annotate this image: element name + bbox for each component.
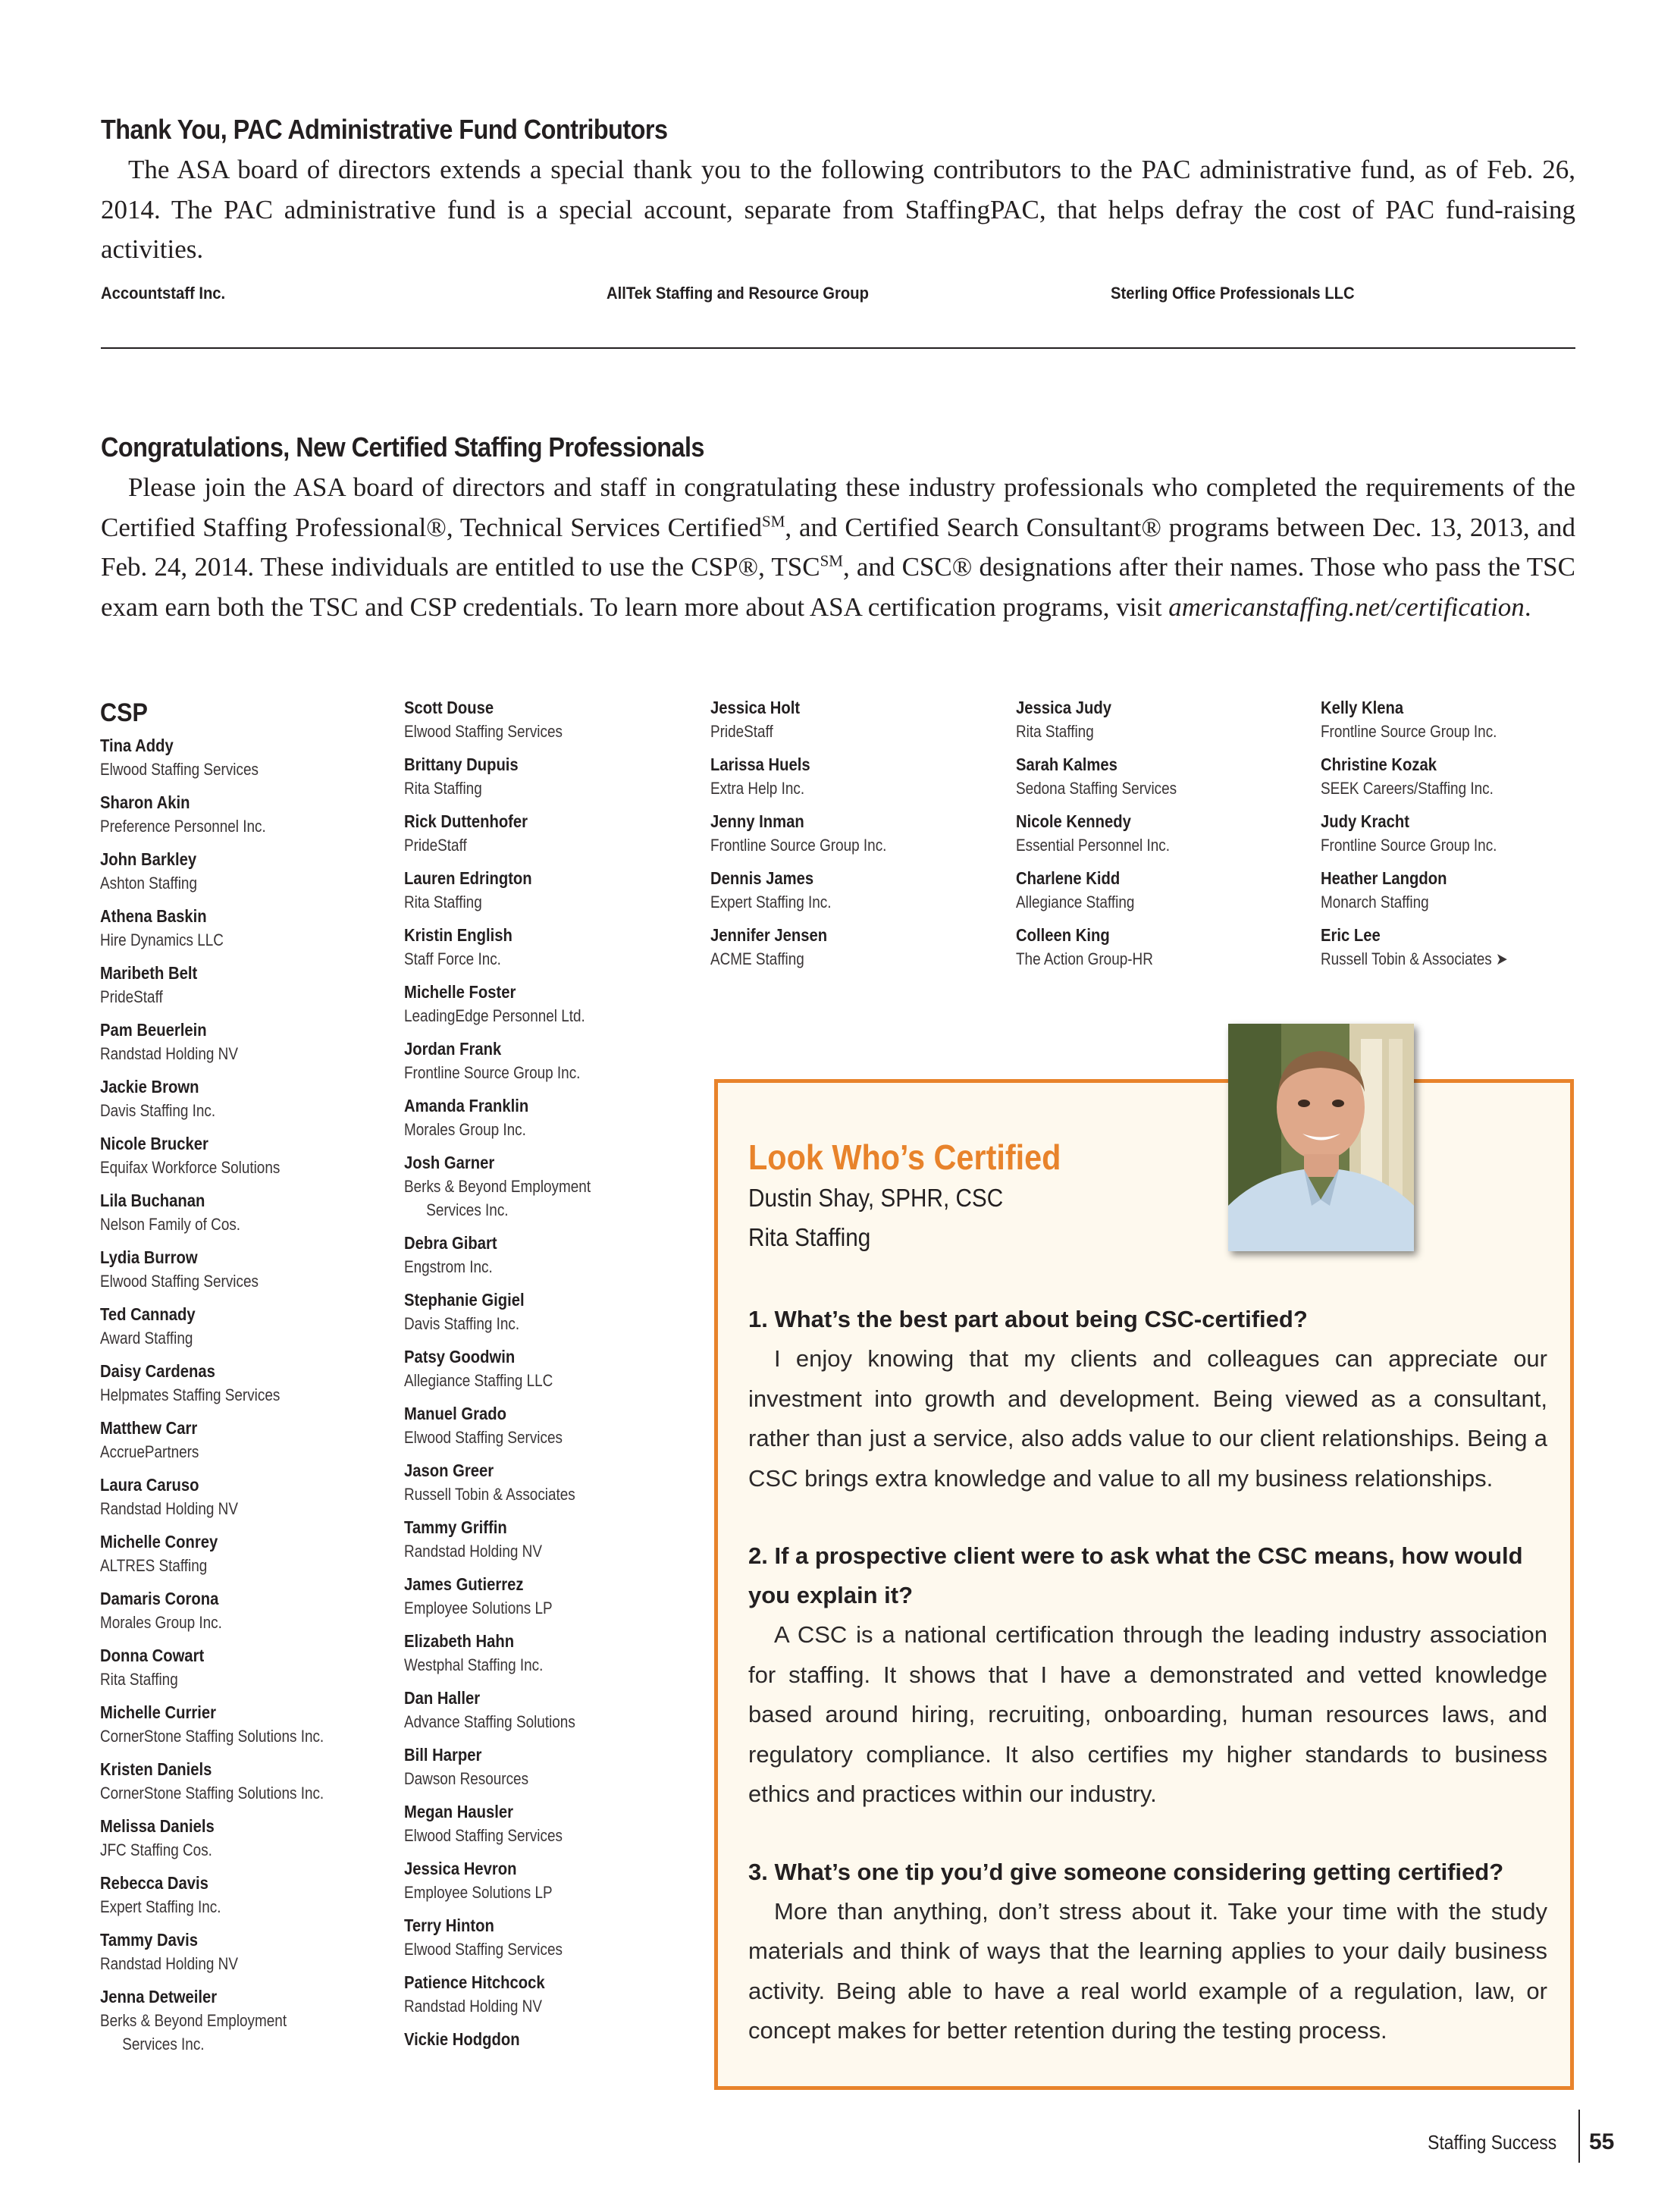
person-name: Damaris Corona xyxy=(100,1589,219,1608)
certified-person xyxy=(100,1758,343,1805)
certified-person xyxy=(404,1573,647,1620)
certified-person xyxy=(404,1743,647,1790)
person-company: LeadingEdge Personnel Ltd. xyxy=(404,1006,585,1025)
certified-person xyxy=(404,1914,647,1961)
certified-person xyxy=(100,791,343,838)
person-name: Amanda Franklin xyxy=(404,1096,529,1115)
person-name: Heather Langdon xyxy=(1321,868,1447,888)
service-mark: SM xyxy=(762,511,785,530)
person-company: Elwood Staffing Services xyxy=(404,1428,563,1447)
person-name: Kristin English xyxy=(404,925,513,945)
person-company: Employee Solutions LP xyxy=(404,1599,553,1617)
certified-person xyxy=(1321,753,1563,800)
look-whos-certified-box xyxy=(714,1079,1574,2090)
person-company: Randstad Holding NV xyxy=(404,1997,542,2016)
certified-person xyxy=(100,848,343,895)
certified-person xyxy=(100,1701,343,1748)
contributor-2: AllTek Staffing and Resource Group xyxy=(607,283,870,303)
certified-person xyxy=(100,1815,343,1862)
person-company: Employee Solutions LP xyxy=(404,1883,553,1902)
person-company-continued: Services Inc. xyxy=(426,1200,509,1219)
person-company: Award Staffing xyxy=(100,1329,193,1348)
certified-person xyxy=(100,1018,343,1065)
person-name: Pam Beuerlein xyxy=(100,1020,207,1040)
person-name: Nicole Brucker xyxy=(100,1134,208,1153)
person-company: Morales Group Inc. xyxy=(100,1613,222,1632)
certified-person xyxy=(404,1857,647,1904)
person-name: Tammy Davis xyxy=(100,1930,199,1950)
certified-person xyxy=(1016,753,1259,800)
person-company: Rita Staffing xyxy=(100,1670,178,1689)
answer-3: More than anything, don’t stress about it. Take your time with the study materials and think of ways that the learning applies to your daily business activity. Being able to have a real world example of a regulation, law, or concept makes for better retention during the testing process. xyxy=(748,1897,1547,2044)
csp-label: CSP xyxy=(100,698,148,727)
person-name: Jackie Brown xyxy=(100,1077,199,1097)
person-name: Elizabeth Hahn xyxy=(404,1631,515,1651)
person-name: Charlene Kidd xyxy=(1016,868,1121,888)
person-company: Rita Staffing xyxy=(404,779,482,798)
person-company: Rita Staffing xyxy=(748,1223,871,1251)
certified-person xyxy=(100,1587,343,1634)
person-company: JFC Staffing Cos. xyxy=(100,1840,212,1859)
continued-arrow-icon: ➤ xyxy=(1495,949,1508,968)
person-company: CornerStone Staffing Solutions Inc. xyxy=(100,1784,324,1803)
cert-heading: Congratulations, New Certified Staffing Professionals xyxy=(101,431,704,463)
certified-person xyxy=(404,1686,647,1734)
certified-person xyxy=(404,1459,647,1506)
publication-name: Staffing Success xyxy=(1428,2131,1557,2154)
person-company: Berks & Beyond Employment xyxy=(100,2011,287,2030)
contributor-3: Sterling Office Professionals LLC xyxy=(1111,283,1355,303)
certified-person xyxy=(710,867,953,914)
certified-person xyxy=(404,1037,647,1084)
certification-section xyxy=(101,431,1575,627)
person-company: Randstad Holding NV xyxy=(100,1044,238,1063)
certified-person xyxy=(100,1132,343,1179)
certified-person xyxy=(100,905,343,952)
certified-person xyxy=(100,1246,343,1293)
person-company: Staff Force Inc. xyxy=(404,949,501,968)
certified-person xyxy=(404,753,647,800)
person-name: Lydia Burrow xyxy=(100,1247,198,1267)
certified-person xyxy=(1321,810,1563,857)
certified-person xyxy=(100,1417,343,1464)
person-name: Kristen Daniels xyxy=(100,1759,212,1779)
csp-column-1 xyxy=(100,696,343,2066)
csp-column-5 xyxy=(1321,696,1563,980)
certified-person xyxy=(1321,696,1563,743)
person-company: Randstad Holding NV xyxy=(100,1499,238,1518)
person-name: Lauren Edrington xyxy=(404,868,532,888)
person-name: Donna Cowart xyxy=(100,1646,205,1665)
person-company: Essential Personnel Inc. xyxy=(1016,836,1170,855)
certified-person xyxy=(1016,867,1259,914)
person-company: Russell Tobin & Associates xyxy=(404,1485,575,1504)
person-name: Sarah Kalmes xyxy=(1016,755,1117,774)
person-name: Lila Buchanan xyxy=(100,1191,205,1210)
certified-person xyxy=(404,810,647,857)
person-company: Dawson Resources xyxy=(404,1769,529,1788)
certified-person xyxy=(404,1971,647,2018)
person-name: Kelly Klena xyxy=(1321,698,1404,717)
person-company: Preference Personnel Inc. xyxy=(100,817,266,836)
section-divider xyxy=(101,347,1575,349)
person-name: Athena Baskin xyxy=(100,906,207,926)
certified-person xyxy=(100,1872,343,1919)
person-company: Sedona Staffing Services xyxy=(1016,779,1177,798)
certified-person xyxy=(404,2028,647,2051)
certified-person xyxy=(404,1232,647,1279)
person-company: Frontline Source Group Inc. xyxy=(710,836,887,855)
certified-person xyxy=(404,1288,647,1335)
person-name: Jenny Inman xyxy=(710,811,804,831)
certified-person xyxy=(100,1075,343,1122)
person-company: ALTRES Staffing xyxy=(100,1556,208,1575)
person-company: Expert Staffing Inc. xyxy=(710,893,832,911)
certified-person xyxy=(404,696,647,743)
answer-1: I enjoy knowing that my clients and colleagues can appreciate our investment into growth and development. Being viewed as a consultant, rather than just a service, also adds value to our client relationships. Being a CSC brings extra knowledge and value to all my business relationships. xyxy=(748,1345,1547,1492)
certified-person xyxy=(404,1151,647,1222)
person-company: AccruePartners xyxy=(100,1442,199,1461)
person-company: Frontline Source Group Inc. xyxy=(404,1063,581,1082)
person-name: Debra Gibart xyxy=(404,1233,497,1253)
person-name: Colleen King xyxy=(1016,925,1110,945)
person-company: Monarch Staffing xyxy=(1321,893,1429,911)
person-company: PrideStaff xyxy=(100,987,163,1006)
person-company: Randstad Holding NV xyxy=(100,1954,238,1973)
person-name: Jessica Judy xyxy=(1016,698,1112,717)
certified-person xyxy=(404,1800,647,1847)
person-company: Extra Help Inc. xyxy=(710,779,805,798)
certified-person xyxy=(404,1630,647,1677)
person-company: CornerStone Staffing Solutions Inc. xyxy=(100,1727,324,1746)
certified-person xyxy=(100,1928,343,1975)
person-company: Davis Staffing Inc. xyxy=(404,1314,520,1333)
person-company-continued: Services Inc. xyxy=(122,2035,205,2054)
certified-person xyxy=(1321,924,1563,971)
person-company: Equifax Workforce Solutions xyxy=(100,1158,281,1177)
certified-person xyxy=(1016,924,1259,971)
certified-person xyxy=(404,1345,647,1392)
contributor-list xyxy=(101,279,1575,309)
person-company: Berks & Beyond Employment xyxy=(404,1177,591,1196)
csp-column-2 xyxy=(404,696,647,2061)
certified-person xyxy=(100,1189,343,1236)
person-company: Elwood Staffing Services xyxy=(100,760,259,779)
person-company: Elwood Staffing Services xyxy=(404,1940,563,1959)
person-company: Frontline Source Group Inc. xyxy=(1321,722,1497,741)
certified-person xyxy=(404,1402,647,1449)
person-company: The Action Group-HR xyxy=(1016,949,1153,968)
certified-person xyxy=(100,1530,343,1577)
portrait-illustration xyxy=(1228,1024,1414,1251)
person-name: Michelle Conrey xyxy=(100,1532,218,1552)
pac-heading: Thank You, PAC Administrative Fund Contributors xyxy=(101,114,668,145)
certified-person xyxy=(100,734,343,781)
person-company: Frontline Source Group Inc. xyxy=(1321,836,1497,855)
person-name: Tammy Griffin xyxy=(404,1517,507,1537)
person-company: Morales Group Inc. xyxy=(404,1120,526,1139)
person-company: PrideStaff xyxy=(710,722,773,741)
certified-person xyxy=(404,867,647,914)
person-company: Helpmates Staffing Services xyxy=(100,1385,281,1404)
person-company: Nelson Family of Cos. xyxy=(100,1215,241,1234)
person-name: Vickie Hodgdon xyxy=(404,2029,520,2049)
person-company: Rita Staffing xyxy=(404,893,482,911)
person-name: Josh Garner xyxy=(404,1153,495,1172)
portrait-photo xyxy=(1228,1024,1414,1251)
pac-body: The ASA board of directors extends a special thank you to the following contributors to the PAC administrative fund, as of Feb. 26, 2014. The PAC administrative fund is a special account, separate from StaffingPAC, that helps defray the cost of PAC fund-raising activities. xyxy=(101,155,1575,264)
answer-2: A CSC is a national certification through the leading industry association for staffing. It shows that I have a demonstrated and vetted knowledge based around hiring, recruiting, onboarding, human resources laws, and regulatory compliance. It also certifies my higher standards to business ethics and practices within our industry. xyxy=(748,1621,1547,1807)
question-3: 3. What’s one tip you’d give someone considering getting certified? xyxy=(748,1858,1504,1885)
certified-person xyxy=(100,1473,343,1520)
certified-person xyxy=(710,810,953,857)
person-name: Eric Lee xyxy=(1321,925,1381,945)
person-name: Sharon Akin xyxy=(100,792,190,812)
person-name: Laura Caruso xyxy=(100,1475,199,1495)
certified-person xyxy=(404,1094,647,1141)
certified-person xyxy=(404,1516,647,1563)
certified-person xyxy=(404,924,647,971)
person-name: Melissa Daniels xyxy=(100,1816,215,1836)
person-name: Christine Kozak xyxy=(1321,755,1437,774)
person-name: Michelle Currier xyxy=(100,1702,216,1722)
person-name: Jordan Frank xyxy=(404,1039,502,1059)
person-company: Elwood Staffing Services xyxy=(404,722,563,741)
person-name: James Gutierrez xyxy=(404,1574,524,1594)
person-name: John Barkley xyxy=(100,849,197,869)
certified-person xyxy=(1016,696,1259,743)
certified-person xyxy=(710,924,953,971)
person-name: Manuel Grado xyxy=(404,1404,506,1423)
person-name: Daisy Cardenas xyxy=(100,1361,215,1381)
service-mark: SM xyxy=(820,551,843,570)
person-name: Jenna Detweiler xyxy=(100,1987,218,2006)
person-company: Expert Staffing Inc. xyxy=(100,1897,221,1916)
certified-person xyxy=(100,1985,343,2056)
certified-person xyxy=(1321,867,1563,914)
person-name: Brittany Dupuis xyxy=(404,755,519,774)
pac-contributors-section xyxy=(101,114,1575,309)
person-company: Elwood Staffing Services xyxy=(404,1826,563,1845)
certified-person xyxy=(100,1644,343,1691)
person-name: Matthew Carr xyxy=(100,1418,198,1438)
person-name: Patience Hitchcock xyxy=(404,1972,545,1992)
person-name: Maribeth Belt xyxy=(100,963,198,983)
certification-link[interactable]: americanstaffing.net/certification xyxy=(1168,591,1525,622)
person-company: Davis Staffing Inc. xyxy=(100,1101,216,1120)
person-company: Engstrom Inc. xyxy=(404,1257,493,1276)
certified-person xyxy=(710,696,953,743)
csp-column-3 xyxy=(710,696,953,980)
person-name: Ted Cannady xyxy=(100,1304,196,1324)
person-name: Dan Haller xyxy=(404,1688,481,1708)
question-2: 2. If a prospective client were to ask what the CSC means, how would you explain it? xyxy=(748,1542,1523,1608)
person-name: Rebecca Davis xyxy=(100,1873,208,1893)
person-company: SEEK Careers/Staffing Inc. xyxy=(1321,779,1494,798)
person-name: Rick Duttenhofer xyxy=(404,811,528,831)
page-number: 55 xyxy=(1589,2129,1615,2154)
certified-person xyxy=(100,1360,343,1407)
csp-column-4 xyxy=(1016,696,1259,980)
person-name: Jason Greer xyxy=(404,1461,494,1480)
person-company: Elwood Staffing Services xyxy=(100,1272,259,1291)
person-company: Advance Staffing Solutions xyxy=(404,1712,575,1731)
person-company: ACME Staffing xyxy=(710,949,804,968)
person-name: Michelle Foster xyxy=(404,982,516,1002)
person-company: Westphal Staffing Inc. xyxy=(404,1655,544,1674)
person-name: Nicole Kennedy xyxy=(1016,811,1131,831)
footer-divider xyxy=(1578,2110,1580,2163)
person-name: Terry Hinton xyxy=(404,1915,494,1935)
person-name: Stephanie Gigiel xyxy=(404,1290,525,1310)
person-name: Jennifer Jensen xyxy=(710,925,828,945)
contributor-1: Accountstaff Inc. xyxy=(101,283,226,303)
person-name: Scott Douse xyxy=(404,698,494,717)
person-company: Allegiance Staffing LLC xyxy=(404,1371,553,1390)
cert-body: Please join the ASA board of directors and staff in congratulating these industry professionals who completed the requirements of the Certified Staffing Professional®, Technical Services Certified℠, and Certified Search Consultant® programs between Dec. 13, 2013, and Feb. 24, 2014. These individuals are entitled to use the CSP®, TSC℠, and CSC® designations after their names. Those who pass the TSC exam earn both the TSC and CSP credentials. To learn more about ASA certification programs, visit americanstaffing.net/certification. xyxy=(101,472,1575,622)
person-name: Megan Hausler xyxy=(404,1802,513,1821)
person-company: PrideStaff xyxy=(404,836,467,855)
person-name: Larissa Huels xyxy=(710,755,810,774)
question-1: 1. What’s the best part about being CSC-certified? xyxy=(748,1306,1308,1332)
person-company: Rita Staffing xyxy=(1016,722,1094,741)
box-title: Look Who’s Certified xyxy=(748,1137,1061,1177)
person-name: Dennis James xyxy=(710,868,814,888)
certified-person xyxy=(404,980,647,1028)
person-company: Ashton Staffing xyxy=(100,874,197,893)
person-company: Russell Tobin & Associates ➤ xyxy=(1321,949,1508,968)
person-name: Dustin Shay, SPHR, CSC xyxy=(748,1184,1004,1212)
person-name: Judy Kracht xyxy=(1321,811,1409,831)
person-name: Patsy Goodwin xyxy=(404,1347,516,1366)
person-company: Hire Dynamics LLC xyxy=(100,930,224,949)
person-name: Jessica Hevron xyxy=(404,1859,517,1878)
certified-person xyxy=(710,753,953,800)
certified-person xyxy=(100,962,343,1009)
person-name: Jessica Holt xyxy=(710,698,801,717)
person-name: Bill Harper xyxy=(404,1745,482,1765)
person-name: Tina Addy xyxy=(100,736,174,755)
person-company: Randstad Holding NV xyxy=(404,1542,542,1561)
person-company: Allegiance Staffing xyxy=(1016,893,1135,911)
certified-person xyxy=(1016,810,1259,857)
certified-person xyxy=(100,1303,343,1350)
